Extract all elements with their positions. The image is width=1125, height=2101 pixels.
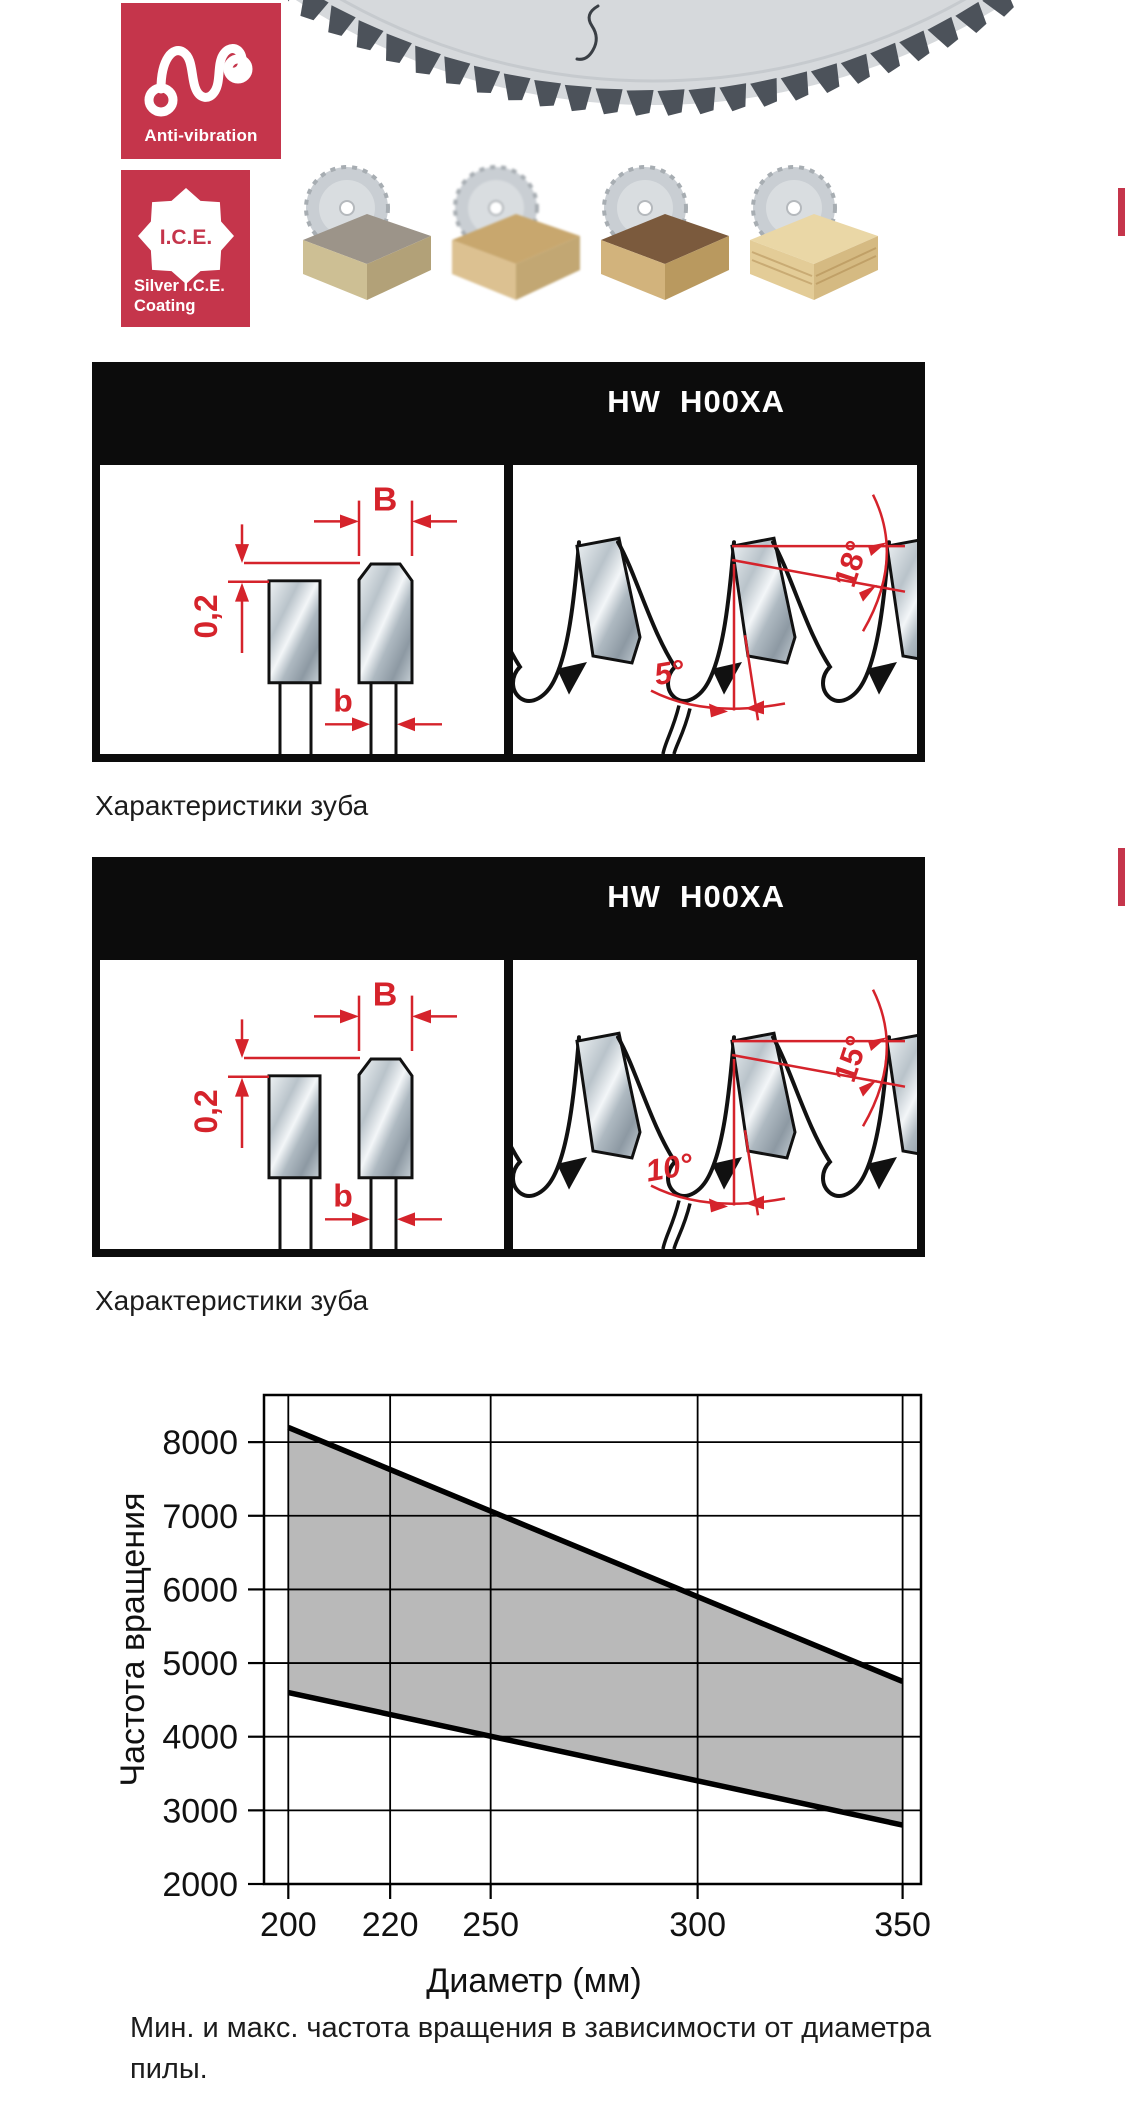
y-tick-label: 2000 — [162, 1866, 238, 1904]
application-photo-dark-veneer-panel — [593, 158, 733, 334]
x-tick-label: 200 — [259, 1906, 317, 1944]
diagram-caption-1: Характеристики зуба — [95, 790, 369, 821]
clearance-angle-label: 5° — [651, 652, 687, 693]
anti-vibration-label: Anti-vibration — [144, 126, 258, 145]
dim-label-B: B — [372, 480, 398, 519]
rpm-diameter-chart — [110, 1390, 932, 2002]
y-tick-label: 6000 — [162, 1571, 238, 1610]
x-axis-label: Диаметр (мм) — [426, 1962, 642, 2000]
tooth-diagram-2 — [92, 857, 925, 1257]
y-tick-label: 5000 — [162, 1645, 238, 1684]
chart-caption: Мин. и макс. частота вращения в зависимости от диаметра пилы. — [130, 2012, 932, 2085]
x-tick-label: 350 — [874, 1906, 931, 1944]
y-tick-label: 7000 — [162, 1497, 238, 1536]
tooth-angles-drawing — [513, 960, 917, 1249]
tooth-type-header: HW H00XA — [607, 879, 785, 914]
application-photo-plywood-panel — [742, 158, 882, 334]
page-edge-tab — [1118, 848, 1125, 906]
ice-seal-text: I.C.E. — [159, 226, 212, 249]
ice-seal-icon — [134, 184, 238, 288]
dim-label-02: 0,2 — [187, 1089, 225, 1134]
saw-blade-photo — [288, 0, 1018, 118]
dim-label-02: 0,2 — [187, 594, 225, 639]
y-tick-label: 8000 — [162, 1424, 238, 1463]
page-edge-tab — [1118, 188, 1125, 236]
clearance-angle-label: 10° — [643, 1146, 696, 1189]
application-photo-gray-laminate-panel — [295, 158, 435, 334]
hook-angle-label: 15° — [826, 1031, 875, 1087]
tooth-grind-drawing — [100, 465, 504, 754]
y-axis-label: Частота вращения — [114, 1492, 152, 1787]
x-tick-label: 250 — [462, 1906, 520, 1944]
tooth-diagram-1 — [92, 362, 925, 762]
hook-angle-label: 18° — [826, 536, 875, 592]
tooth-grind-drawing — [100, 960, 504, 1249]
dim-label-B: B — [372, 975, 398, 1014]
tooth-angles-drawing — [513, 465, 917, 754]
y-tick-label: 3000 — [162, 1792, 238, 1831]
x-tick-label: 300 — [669, 1906, 726, 1944]
y-tick-label: 4000 — [162, 1718, 238, 1757]
application-photo-chipboard-panel — [444, 158, 584, 334]
silver-ice-badge — [121, 170, 250, 327]
silver-ice-label: Silver I.C.E. Coating — [134, 276, 225, 316]
dim-label-b: b — [333, 682, 353, 719]
dim-label-b: b — [333, 1177, 353, 1214]
x-tick-label: 220 — [361, 1906, 419, 1944]
application-photos — [295, 158, 882, 334]
diagram-caption-2: Характеристики зуба — [95, 1285, 369, 1316]
tooth-type-header: HW H00XA — [607, 384, 785, 419]
anti-vibration-badge — [121, 3, 281, 159]
